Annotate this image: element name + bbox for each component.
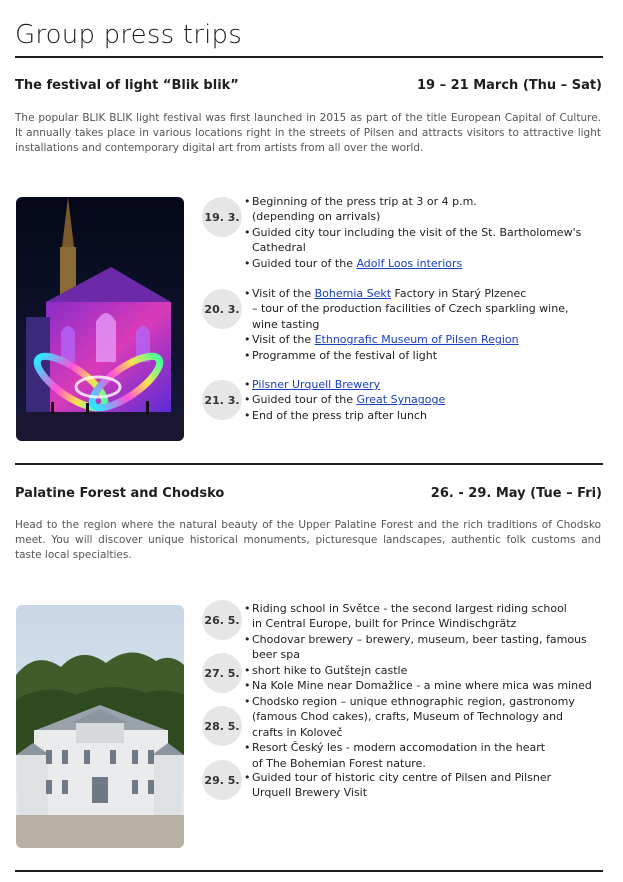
list-item <box>244 663 604 678</box>
list-item <box>244 678 604 693</box>
title-rule <box>15 56 603 58</box>
item-text: Chodovar brewery – brewery, museum, beer tasting, famous <box>252 632 587 646</box>
palace-photo <box>16 605 184 848</box>
item-text: Chodsko region – unique ethnographic region, gastronomy <box>252 695 575 708</box>
day-items <box>244 601 604 663</box>
list-item <box>244 286 604 332</box>
item-text: Factory in Starý Plzenec <box>391 287 527 300</box>
item-text: Na Kole Mine near Domažlice - a mine where mica was mined <box>252 679 592 693</box>
item-text: Cathedral <box>252 241 306 255</box>
day-badge: 27. 5. <box>202 653 242 693</box>
section-title: Palatine Forest and Chodsko <box>15 486 225 501</box>
item-text: Guided city tour including the visit of the St. Bartholomew's <box>252 225 582 239</box>
festival-photo <box>16 197 184 441</box>
item-text: Guided tour of the <box>252 393 357 407</box>
day-badge: 29. 5. <box>202 760 242 800</box>
section-title: The festival of light “Blik blik” <box>15 78 239 93</box>
item-text: Programme of the festival of light <box>252 348 438 362</box>
item-text: Visit of the <box>252 287 315 300</box>
day-items <box>244 377 604 423</box>
list-item <box>244 601 604 632</box>
day-items <box>244 770 604 801</box>
bohemia-sekt-link[interactable]: Bohemia Sekt <box>314 287 392 300</box>
item-text: wine tasting <box>252 317 320 331</box>
item-text: (depending on arrivals) <box>252 210 381 224</box>
list-item <box>244 348 604 363</box>
day-badge: 26. 5. <box>202 600 242 640</box>
item-text: Guided tour of the <box>252 256 357 270</box>
pilsner-urquell-link[interactable]: Pilsner Urquell Brewery <box>252 378 381 391</box>
list-item <box>244 632 604 663</box>
list-item <box>244 694 604 740</box>
item-text: Guided tour of historic city centre of Pilsen and Pilsner <box>252 771 552 784</box>
list-item <box>244 377 604 392</box>
day-badge: 20. 3. <box>202 289 242 329</box>
item-text: of The Bohemian Forest nature. <box>252 756 426 770</box>
item-text: Beginning of the press trip at 3 or 4 p.m. <box>252 195 477 208</box>
list-item <box>244 740 604 771</box>
day-badge: 19. 3. <box>202 197 242 237</box>
item-text: short hike to Gutštejn castle <box>252 664 408 677</box>
list-item <box>244 408 604 423</box>
list-item <box>244 256 604 271</box>
list-item <box>244 194 604 225</box>
page-title: Group press trips <box>15 20 242 50</box>
day-items <box>244 286 604 363</box>
day-items <box>244 694 604 771</box>
ethnographic-museum-link[interactable]: Ethnografic Museum of Pilsen Region <box>314 333 519 347</box>
item-text: End of the press trip after lunch <box>252 408 427 422</box>
item-text: – tour of the production facilities of Czech sparkling wine, <box>252 302 569 316</box>
day-items <box>244 663 604 694</box>
list-item <box>244 392 604 407</box>
day-badge: 21. 3. <box>202 380 242 420</box>
adolf-loos-link[interactable]: Adolf Loos interiors <box>356 256 463 270</box>
day-badge: 28. 5. <box>202 706 242 746</box>
list-item <box>244 225 604 256</box>
item-text: Visit of the <box>252 333 315 347</box>
bottom-rule <box>15 870 603 872</box>
day-items <box>244 194 604 271</box>
list-item <box>244 332 604 347</box>
item-text: (famous Chod cakes), crafts, Museum of Technology and <box>252 710 564 724</box>
item-text: Urquell Brewery Visit <box>252 786 368 800</box>
great-synagogue-link[interactable]: Great Synagoge <box>356 393 446 407</box>
list-item <box>244 770 604 801</box>
item-text: beer spa <box>252 648 300 662</box>
section-intro: Head to the region where the natural beauty of the Upper Palatine Forest and the rich traditions of Chodsko meet. You will discover unique historical monuments, picturesque landscapes, authentic folk customs and taste local specialties. <box>15 519 601 561</box>
section-rule <box>15 463 603 465</box>
item-text: in Central Europe, built for Prince Windischgrätz <box>252 617 517 631</box>
item-text: crafts in Koloveč <box>252 725 343 739</box>
section-dates: 26. - 29. May (Tue – Fri) <box>430 486 602 501</box>
item-text: Resort Český les - modern accomodation in the heart <box>252 741 546 755</box>
item-text: Riding school in Světce - the second largest riding school <box>252 602 567 615</box>
section-dates: 19 – 21 March (Thu – Sat) <box>416 78 602 93</box>
section-intro: The popular BLIK BLIK light festival was first launched in 2015 as part of the title European Capital of Culture. It annually takes place in various locations right in the streets of Pilsen and attracts visitors to attractive light installations and contemporary digital art from artists from all over the world. <box>15 112 601 154</box>
